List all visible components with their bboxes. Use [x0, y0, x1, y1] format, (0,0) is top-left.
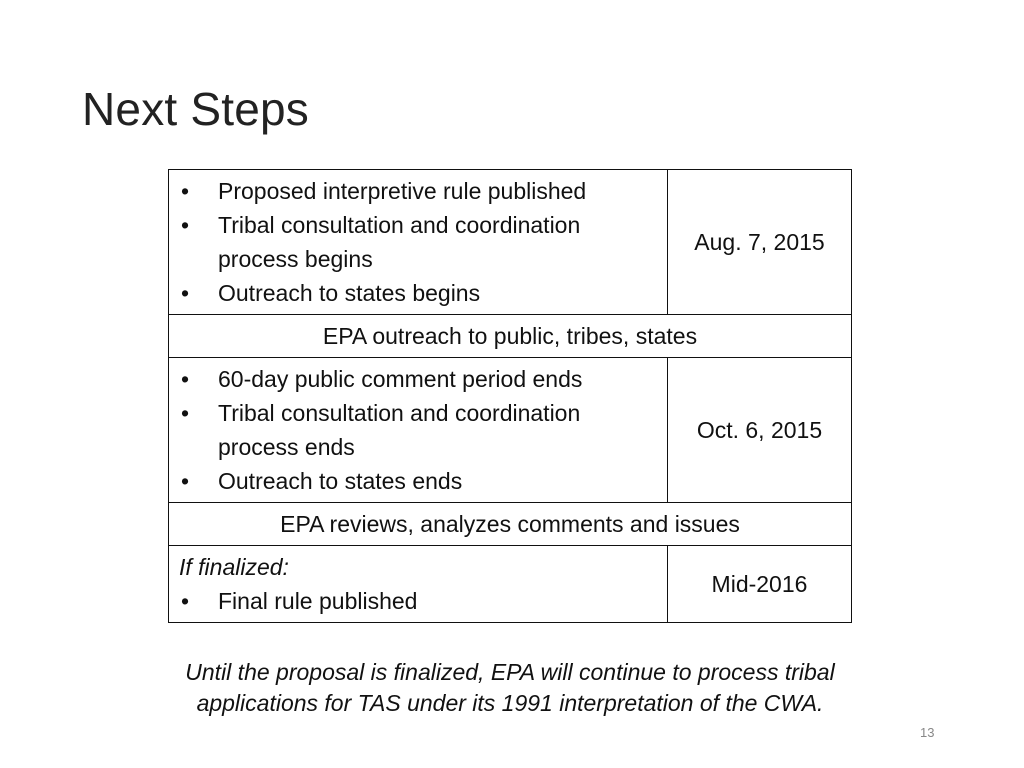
list-item — [179, 174, 661, 208]
table-row — [169, 358, 852, 503]
list-item-text: Final rule published — [218, 588, 418, 614]
list-item-text: Proposed interpretive rule published — [218, 178, 587, 204]
list-item — [179, 396, 661, 464]
outreach-span-cell: EPA outreach to public, tribes, states — [169, 315, 852, 358]
bullet-icon: • — [181, 366, 190, 392]
list-item — [179, 208, 661, 276]
list-item — [179, 362, 661, 396]
row1-bullet-list — [179, 174, 661, 310]
footnote-line: Until the proposal is finalized, EPA will continue to process tribal — [185, 659, 835, 685]
row1-date: Aug. 7, 2015 — [667, 170, 851, 315]
bullet-icon: • — [181, 400, 190, 426]
row2-date: Oct. 6, 2015 — [667, 358, 851, 503]
if-finalized-label: If finalized: — [179, 554, 289, 580]
footnote — [120, 657, 900, 719]
next-steps-table — [168, 169, 852, 623]
bullet-icon: • — [181, 212, 190, 238]
row2-items-cell — [169, 358, 668, 503]
slide-title: Next Steps — [82, 83, 309, 135]
list-item — [179, 584, 661, 618]
row2-bullet-list — [179, 362, 661, 498]
bullet-icon: • — [181, 280, 190, 306]
row3-date: Mid-2016 — [667, 546, 851, 623]
list-item — [179, 276, 661, 310]
list-item-text: Outreach to states ends — [218, 468, 463, 494]
row3-bullet-list — [179, 584, 661, 618]
row1-items-cell — [169, 170, 668, 315]
bullet-icon: • — [181, 468, 190, 494]
footnote-line: applications for TAS under its 1991 interpretation of the CWA. — [196, 690, 824, 716]
page-number: 13 — [920, 725, 935, 740]
table-row — [169, 315, 852, 358]
table-row — [169, 503, 852, 546]
list-item-text: Tribal consultation and coordination process ends — [218, 400, 581, 460]
list-item-text: Tribal consultation and coordination process begins — [218, 212, 581, 272]
review-span-cell: EPA reviews, analyzes comments and issues — [169, 503, 852, 546]
list-item-text: Outreach to states begins — [218, 280, 481, 306]
bullet-icon: • — [181, 588, 190, 614]
bullet-icon: • — [181, 178, 190, 204]
table-row — [169, 546, 852, 623]
list-item-text: 60-day public comment period ends — [218, 366, 583, 392]
list-item — [179, 464, 661, 498]
row3-items-cell — [169, 546, 668, 623]
table-row — [169, 170, 852, 315]
